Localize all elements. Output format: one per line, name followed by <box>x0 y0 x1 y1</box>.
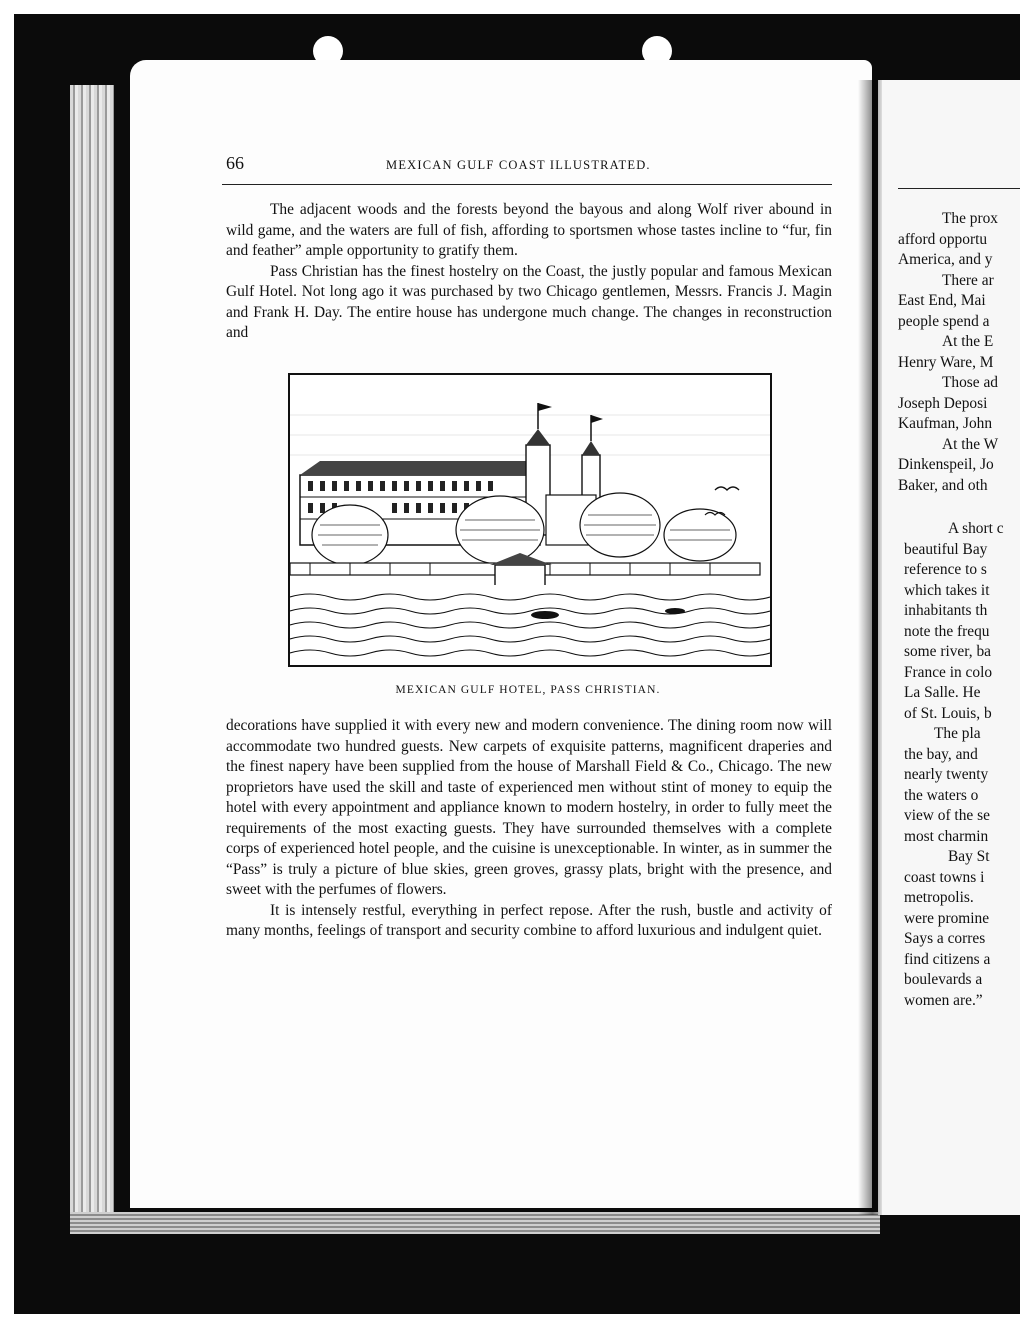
right-line: people spend a <box>898 312 990 330</box>
right-line: East End, Mai <box>898 292 986 309</box>
book-bottom-edges <box>70 1212 880 1234</box>
right-line: note the frequ <box>904 622 990 640</box>
right-line: beautiful Bay <box>904 540 988 558</box>
right-line: coast towns i <box>904 868 985 886</box>
right-line: reference to s <box>904 561 987 578</box>
right-line: the waters o <box>904 786 979 804</box>
right-line: Kaufman, John <box>898 415 993 432</box>
right-line: Dinkenspeil, Jo <box>898 456 994 473</box>
right-line: Joseph Deposi <box>898 394 988 412</box>
text-top <box>226 200 832 344</box>
right-line: Says a corres <box>904 930 986 947</box>
right-line: The pla <box>934 725 981 742</box>
right-line: were promine <box>904 909 990 927</box>
right-line: which takes it <box>904 581 990 599</box>
right-line: Those ad <box>942 374 998 391</box>
paragraph: Pass Christian has the finest hostelry on the Coast, the justly popular and famous Mexican Gulf Hotel. Not long ago it was purchased by two Chicago gentlemen, Messrs. Francis J. Magin and Frank H. Day. The entire house has undergone much change. The changes in reconstruction and <box>226 262 832 341</box>
right-line: boulevards a <box>904 971 983 988</box>
right-line: Henry Ware, M <box>898 353 994 371</box>
right-line: At the E <box>942 333 994 350</box>
right-line: afford opportu <box>898 230 988 248</box>
running-title: MEXICAN GULF COAST ILLUSTRATED. <box>386 158 651 172</box>
page-number: 66 <box>226 153 244 173</box>
header-rule <box>222 184 832 185</box>
right-line: France in colo <box>904 663 993 681</box>
right-line: of St. Louis, b <box>904 704 992 722</box>
right-line: Bay St <box>948 848 990 865</box>
paragraph: decorations have supplied it with every new and modern convenience. The dining room now will accommodate two hundred guests. New carpets of exquisite patterns, magnificent draperies and the finest napery have been supplied from the house of Marshall Field & Co., Chicago. The new proprietors have used the skill and taste of experienced men without stint of money to equip the hotel with every appointment and appliance known to modern hostelry, in order to fully meet the requirements of the most exacting guests. They have surrounded themselves with a complete corps of experienced hotel people, and the cuisine is unexceptionable. In winter, as in summer the “Pass” is truly a picture of blue skies, green groves, grassy plats, bright with the presence, and sweet with the perfumes of flowers. <box>226 717 832 898</box>
right-line: the bay, and <box>904 745 978 763</box>
right-page-text-lower <box>904 519 1020 1011</box>
right-line: There ar <box>942 271 994 289</box>
right-line: find citizens a <box>904 950 991 968</box>
book-gutter <box>858 80 882 1215</box>
right-line: some river, ba <box>904 643 991 660</box>
right-line: nearly twenty <box>904 766 989 783</box>
text-bottom <box>226 716 832 942</box>
right-page-header-rule <box>898 188 1020 189</box>
hotel-illustration <box>288 373 772 667</box>
right-line: metropolis. <box>904 889 974 906</box>
right-line: La Salle. He <box>904 684 981 701</box>
paragraph: It is intensely restful, everything in perfect repose. After the rush, bustle and activity of many months, feelings of transport and security combine to afford luxurious and indulgent quiet. <box>226 901 832 939</box>
right-line: women are.” <box>904 991 983 1009</box>
right-line: America, and y <box>898 251 993 268</box>
right-line: Baker, and oth <box>898 476 988 494</box>
right-page-text-upper <box>898 209 1020 496</box>
right-line: A short c <box>948 520 1004 537</box>
right-line: most charmin <box>904 827 989 845</box>
book-page-edges <box>70 85 114 1215</box>
right-line: view of the se <box>904 807 990 824</box>
right-line: At the W <box>942 435 999 453</box>
paragraph: The adjacent woods and the forests beyond the bayous and along Wolf river abound in wild game, and the waters are full of fish, affording to sportsmen whose tastes incline to “fur, fin and feather” ample opportunity to gratify them. <box>226 201 832 259</box>
figure-caption: MEXICAN GULF HOTEL, PASS CHRISTIAN. <box>395 684 661 696</box>
right-line: The prox <box>942 210 998 227</box>
right-line: inhabitants th <box>904 602 988 619</box>
